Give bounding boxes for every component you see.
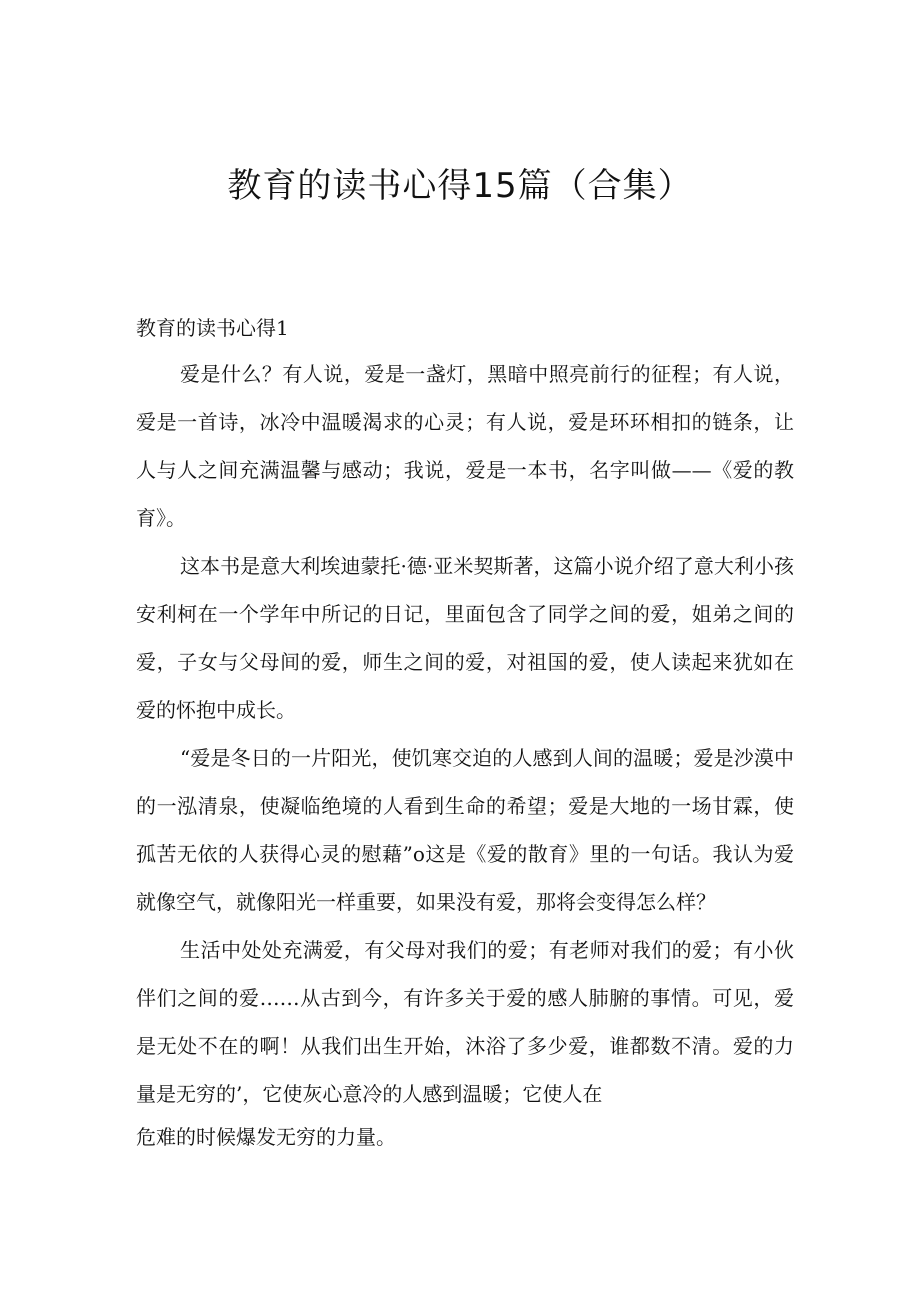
document-title: 教育的读书心得15篇（合集） xyxy=(227,166,693,206)
paragraph-3: “爱是冬日的一片阳光，使饥寒交迫的人感到人间的温暖；爱是沙漠中的一泓清泉，使凝临绝境的人看到生命的希望；爱是大地的一场甘霖，使孤苦无依的人获得心灵的慰藉”o这是《爱的散育》里的一句话。我认为爱就像空气，就像阳光一样重要，如果没有爱，那将会变得怎么样？ xyxy=(136,746,794,914)
section-heading: 教育的读书心得1 xyxy=(136,316,289,340)
tail-line: 危难的时候爆发无穷的力量。 xyxy=(136,1125,396,1149)
paragraph-1: 爱是什么？有人说，爱是一盏灯，黑暗中照亮前行的征程；有人说，爱是一首诗，冰冷中温暖渴求的心灵；有人说，爱是环环相扣的链条，让人与人之间充满温馨与感动；我说，爱是一本书，名字叫做——《爱的教育》。 xyxy=(136,362,794,530)
paragraph-tail xyxy=(136,1118,794,1156)
paragraph-2: 这本书是意大利埃迪蒙托·德·亚米契斯著，这篇小说介绍了意大利小孩安利柯在一个学年中所记的日记，里面包含了同学之间的爱，姐弟之间的爱，子女与父母间的爱，师生之间的爱，对祖国的爱，使人读起来犹如在爱的怀抱中成长。 xyxy=(136,554,794,722)
paragraph-4: 生活中处处充满爱，有父母对我们的爱；有老师对我们的爱；有小伙伴们之间的爱……从古到今，有许多关于爱的感人肺腑的事情。可见，爱是无处不在的啊！从我们出生开始，沐浴了多少爱，谁都数不清。爱的力量是无穷的’，它使灰心意冷的人感到温暖；它使人在 xyxy=(136,938,794,1106)
body-text xyxy=(136,350,794,1156)
